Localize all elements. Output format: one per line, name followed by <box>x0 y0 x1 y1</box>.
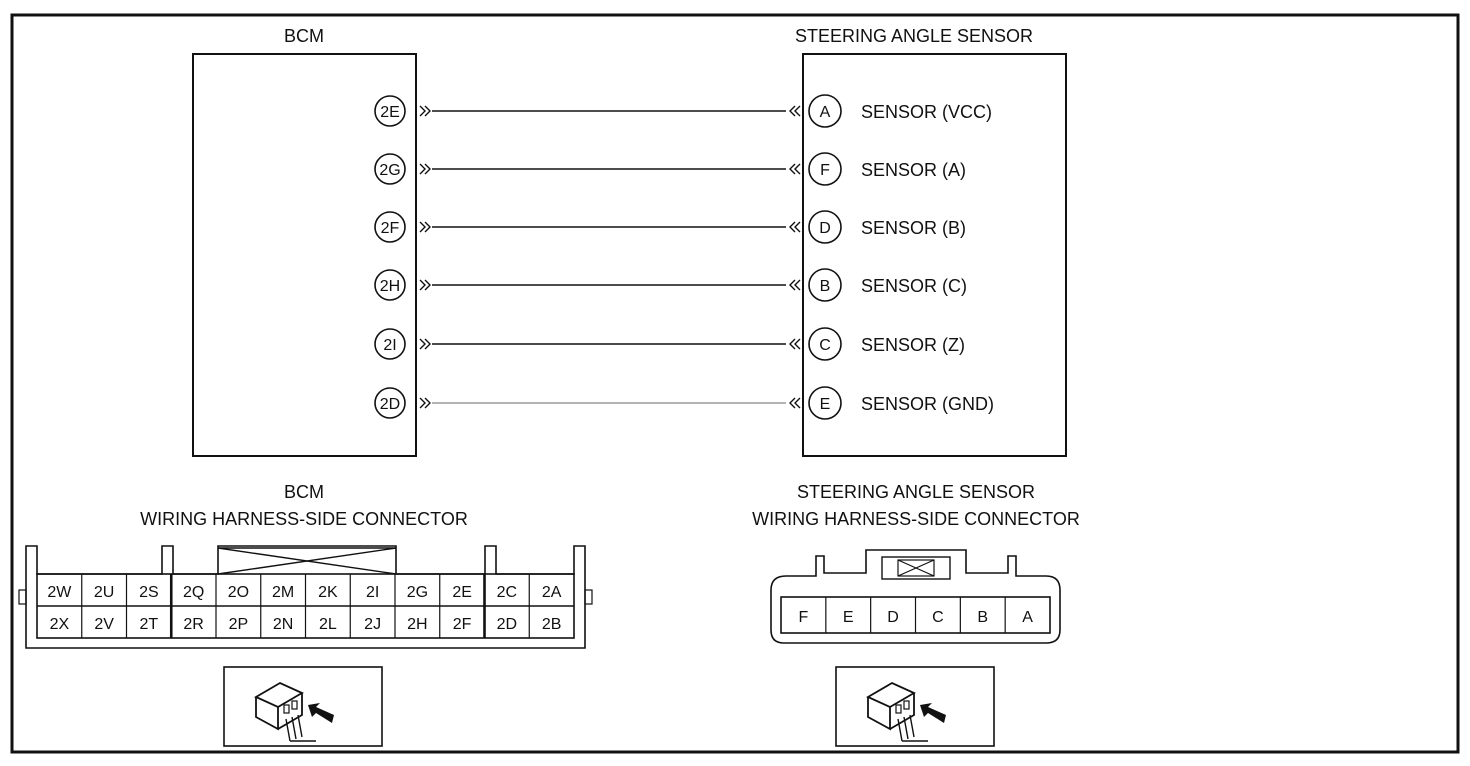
bcm-pin <box>375 388 405 418</box>
bcm-connector-subtitle: WIRING HARNESS-SIDE CONNECTOR <box>140 509 468 529</box>
sensor-pin-label: F <box>820 162 830 179</box>
bcm-connector-cell: 2N <box>272 616 294 633</box>
signal-name: SENSOR (A) <box>861 160 967 180</box>
bcm-connector <box>19 546 592 648</box>
sensor-pin <box>809 387 841 419</box>
bcm-connector-cell: 2O <box>227 584 250 601</box>
connection-row <box>375 95 992 127</box>
signal-name: SENSOR (VCC) <box>861 102 993 122</box>
sensor-pin <box>809 153 841 185</box>
harness-side-view-icon <box>836 667 994 746</box>
sensor-terminal-chevron <box>790 164 800 174</box>
bcm-connector-cell: 2D <box>496 616 518 633</box>
signal-name: SENSOR (Z) <box>861 335 966 355</box>
bcm-terminal-chevron <box>420 164 430 174</box>
signal-name: SENSOR (GND) <box>861 394 995 414</box>
connection-row <box>375 328 965 360</box>
bcm-terminal-chevron <box>420 222 430 232</box>
bcm-connector-cell: 2P <box>228 616 249 633</box>
sas-connector-cell: C <box>932 609 944 626</box>
sensor-pin <box>809 328 841 360</box>
sas-connector-cell: F <box>798 609 809 626</box>
connection-row <box>375 387 994 419</box>
connection-row <box>375 211 966 243</box>
sensor-pin <box>809 269 841 301</box>
sensor-terminal-chevron <box>790 339 800 349</box>
bcm-pin-label: 2I <box>383 337 397 354</box>
bcm-connector-cell: 2C <box>496 584 518 601</box>
sas-connector-subtitle: WIRING HARNESS-SIDE CONNECTOR <box>752 509 1080 529</box>
bcm-connector-cell: 2R <box>183 616 204 633</box>
bcm-connector-cell: 2M <box>272 584 295 601</box>
bcm-connector-cell: 2G <box>406 584 429 601</box>
bcm-connector-cell: 2T <box>139 616 159 633</box>
bcm-connector-cell: 2K <box>318 584 338 601</box>
bcm-connector-cell: 2Q <box>182 584 205 601</box>
bcm-connector-cell: 2E <box>452 584 472 601</box>
bcm-terminal-chevron <box>420 280 430 290</box>
bcm-terminal-chevron <box>420 339 430 349</box>
sensor-terminal-chevron <box>790 398 800 408</box>
connection-rows <box>375 95 994 419</box>
connection-row <box>375 153 966 185</box>
bcm-connector-cell: 2S <box>139 584 159 601</box>
signal-name: SENSOR (C) <box>861 276 968 296</box>
bcm-pin-label: 2F <box>380 220 400 237</box>
bcm-title: BCM <box>284 26 324 46</box>
harness-side-view-icon <box>224 667 382 746</box>
bcm-connector-cell: 2X <box>49 616 70 633</box>
sensor-pin-label: A <box>819 104 831 121</box>
sensor-pin <box>809 95 841 127</box>
bcm-connector-cell: 2V <box>94 616 114 633</box>
bcm-connector-cell: 2B <box>541 616 562 633</box>
bcm-connector-cell: 2I <box>365 584 380 601</box>
sas-connector-cell: B <box>977 609 989 626</box>
sensor-terminal-chevron <box>790 222 800 232</box>
bcm-pin <box>375 270 405 300</box>
sas-connector-cell: E <box>842 609 854 626</box>
sas-connector-cell: A <box>1022 609 1033 626</box>
sensor-pin <box>809 211 841 243</box>
bcm-pin-label: 2D <box>379 396 401 413</box>
bcm-pin <box>375 96 405 126</box>
sensor-pin-label: B <box>819 278 831 295</box>
bcm-pin-label: 2H <box>379 278 401 295</box>
bcm-connector-cell: 2A <box>541 584 562 601</box>
sensor-pin-label: C <box>819 337 831 354</box>
bcm-pin <box>375 154 405 184</box>
bcm-connector-cell: 2L <box>318 616 337 633</box>
diagram-frame <box>12 15 1458 752</box>
bcm-terminal-chevron <box>420 106 430 116</box>
bcm-connector-cell: 2W <box>47 584 72 601</box>
bcm-connector-cell: 2U <box>93 584 115 601</box>
sas-title: STEERING ANGLE SENSOR <box>794 26 1034 46</box>
bcm-pin <box>375 212 405 242</box>
sensor-pin-label: D <box>819 220 831 237</box>
sas-connector <box>771 550 1060 643</box>
signal-name: SENSOR (B) <box>861 218 967 238</box>
bcm-terminal-chevron <box>420 398 430 408</box>
sensor-terminal-chevron <box>790 106 800 116</box>
bcm-connector-cell: 2J <box>364 616 382 633</box>
bcm-pin-label: 2E <box>380 104 400 121</box>
bcm-connector-title: BCM <box>284 482 324 502</box>
sas-connector-cells <box>799 597 1034 633</box>
sensor-terminal-chevron <box>790 280 800 290</box>
bcm-pin <box>375 329 405 359</box>
sas-connector-title: STEERING ANGLE SENSOR <box>796 482 1036 502</box>
bcm-pin-label: 2G <box>379 162 401 179</box>
sensor-pin-label: E <box>819 396 831 413</box>
bcm-connector-cell: 2H <box>407 616 428 633</box>
bcm-connector-cell: 2F <box>452 616 472 633</box>
sas-connector-cell: D <box>887 609 899 626</box>
connection-row <box>375 269 967 301</box>
